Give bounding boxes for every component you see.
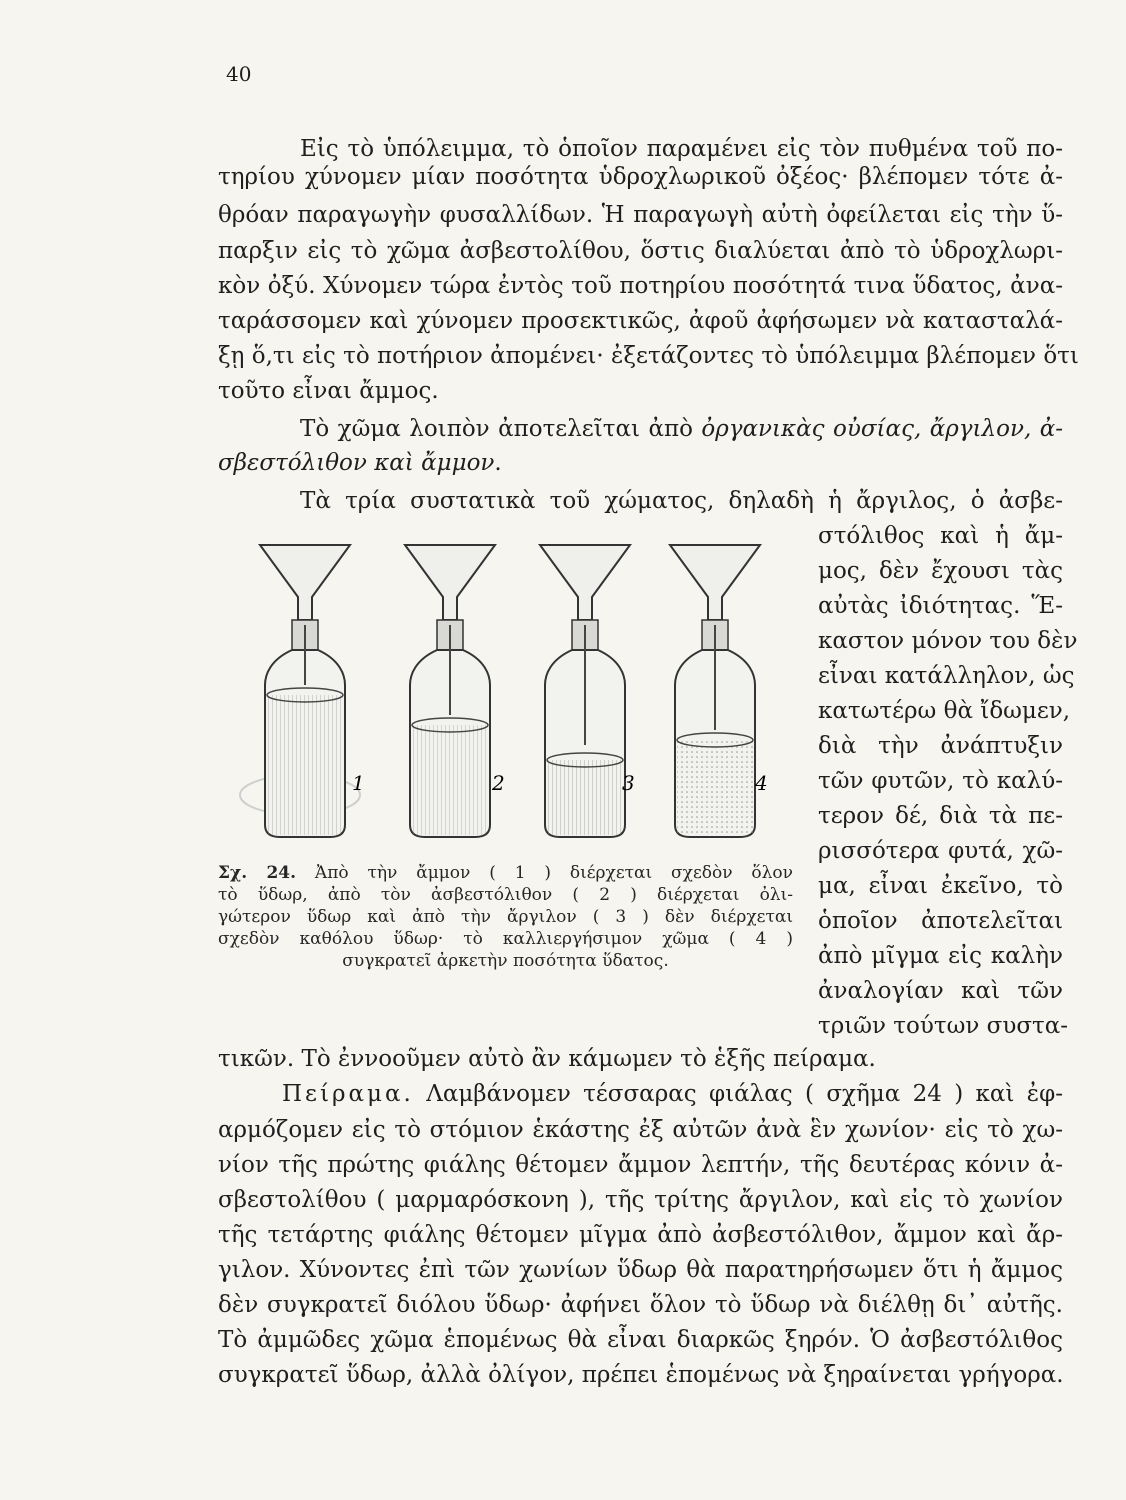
text-line: τῆς τετάρτης φιάλης θέτομεν μῖγμα ἀπὸ ἀσβεστόλιθον, ἄμμον καὶ ἄρ- <box>218 1222 1063 1248</box>
wrap-line: κατωτέρω θὰ ἴδωμεν, <box>818 698 1071 724</box>
figure-caption <box>218 862 793 972</box>
text-line: παρξιν εἰς τὸ χῶμα ἀσβεστολίθου, ὅστις διαλύεται ἀπὸ τὸ ὑδροχλωρι- <box>218 238 1063 264</box>
text-line: αρμόζομεν εἰς τὸ στόμιον ἑκάστης ἐξ αὐτῶν ἀνὰ ἓν χωνίον· εἰς τὸ χω- <box>218 1117 1063 1143</box>
caption-line: σχεδὸν καθόλου ὕδωρ· τὸ καλλιεργήσιμον χῶμα ( 4 ) <box>218 929 793 949</box>
text-line: τηρίου χύνομεν μίαν ποσότητα ὑδροχλωρικοῦ ὀξέος· βλέπομεν τότε ἀ- <box>218 164 1063 190</box>
caption-text: Ἀπὸ τὴν ἄμμον ( 1 ) διέρχεται σχεδὸν ὅλον <box>314 863 793 883</box>
wrap-line: εἶναι κατάλληλον, ὡς <box>818 663 1075 689</box>
text-line: γιλον. Χύνοντες ἐπὶ τῶν χωνίων ὕδωρ θὰ παρατηρήσωμεν ὅτι ἡ ἄμμος <box>218 1257 1063 1283</box>
text-line <box>282 1080 1063 1108</box>
wrap-line: ἀπὸ μῖγμα εἰς καλὴν <box>818 943 1063 969</box>
wrap-line: ἀναλογίαν καὶ τῶν <box>818 978 1063 1004</box>
text-line: Τὸ ἀμμῶδες χῶμα ἑπομένως θὰ εἶναι διαρκῶς ξηρόν. Ὁ ἀσβεστόλιθος <box>218 1327 1063 1353</box>
wrap-line: ὁποῖον ἀποτελεῖται <box>818 908 1063 934</box>
text-span: . <box>494 450 502 476</box>
caption-line: τὸ ὕδωρ, ἀπὸ τὸν ἀσβεστόλιθον ( 2 ) διέρχεται ὀλι- <box>218 885 793 905</box>
bottle-label-3: 3 <box>622 771 635 795</box>
wrap-line: διὰ τὴν ἀνάπτυξιν <box>818 733 1063 759</box>
text-line: Εἰς τὸ ὑπόλειμμα, τὸ ὁποῖον παραμένει εἰς τὸν πυθμένα τοῦ πο- <box>300 136 1063 162</box>
experiment-label: Πείραμα. <box>282 1081 414 1107</box>
wrap-line: τριῶν τούτων συστα- <box>818 1013 1069 1039</box>
text-line: συγκρατεῖ ὕδωρ, ἀλλὰ ὀλίγον, πρέπει ἑπομένως νὰ ξηραίνεται γρήγορα. <box>218 1362 1064 1388</box>
text-line: νίον τῆς πρώτης φιάλης θέτομεν ἄμμον λεπτήν, τῆς δευτέρας κόνιν ἀ- <box>218 1152 1063 1178</box>
page-number: 40 <box>226 62 252 86</box>
caption-line <box>218 862 793 884</box>
text-line <box>300 415 1063 443</box>
wrap-line: μος, δὲν ἔχουσι τὰς <box>818 558 1063 584</box>
text-span: Λαμβάνομεν τέσσαρας φιάλας ( σχῆμα 24 ) καὶ ἐφ- <box>426 1081 1064 1107</box>
italic-term: ὀργανικὰς οὐσίας, ἄργιλον, ἀ- <box>701 416 1064 442</box>
bottle-3 <box>540 545 630 837</box>
text-line: θρόαν παραγωγὴν φυσαλλίδων. Ἡ παραγωγὴ αὐτὴ ὀφείλεται εἰς τὴν ὕ- <box>218 202 1063 228</box>
caption-line: συγκρατεῖ ἀρκετὴν ποσότητα ὕδατος. <box>342 951 669 971</box>
text-span: Τὸ χῶμα λοιπὸν ἀποτελεῖται ἀπὸ <box>300 416 693 442</box>
caption-line: γώτερον ὕδωρ καὶ ἀπὸ τὴν ἄργιλον ( 3 ) δὲν διέρχεται <box>218 907 793 927</box>
text-line: ταράσσομεν καὶ χύνομεν προσεκτικῶς, ἀφοῦ ἀφήσωμεν νὰ κατασταλά- <box>218 308 1063 334</box>
wrap-line: στόλιθος καὶ ἡ ἄμ- <box>818 523 1063 549</box>
wrap-line: ρισσότερα φυτά, χῶ- <box>818 838 1063 864</box>
bottle-label-1: 1 <box>352 771 365 795</box>
bottle-2 <box>405 545 495 837</box>
text-line: ξῃ ὅ,τι εἰς τὸ ποτήριον ἀπομένει· ἐξετάζοντες τὸ ὑπόλειμμα βλέπομεν ὅτι <box>218 343 1079 369</box>
italic-term: σβεστόλιθον καὶ ἄμμον <box>218 450 495 476</box>
wrap-line: τῶν φυτῶν, τὸ καλύ- <box>818 768 1063 794</box>
text-line: δὲν συγκρατεῖ διόλου ὕδωρ· ἀφήνει ὅλον τὸ ὕδωρ νὰ διέλθῃ δι᾽ αὐτῆς. <box>218 1292 1063 1318</box>
text-line <box>218 449 1063 477</box>
text-line: σβεστολίθου ( μαρμαρόσκονη ), τῆς τρίτης ἄργιλον, καὶ εἰς τὸ χωνίον <box>218 1187 1063 1213</box>
bottle-1 <box>260 545 350 837</box>
text-line: κὸν ὀξύ. Χύνομεν τώρα ἐντὸς τοῦ ποτηρίου ποσότητά τινα ὕδατος, ἀνα- <box>218 273 1063 299</box>
bottle-label-2: 2 <box>492 771 505 795</box>
caption-label: Σχ. 24. <box>218 863 297 883</box>
bottle-label-4: 4 <box>755 771 768 795</box>
figure-bottles-illustration <box>230 535 790 855</box>
wrap-line: μα, εἶναι ἐκεῖνο, τὸ <box>818 873 1063 899</box>
bottle-4 <box>670 545 760 837</box>
wrap-line: αὐτὰς ἰδιότητας. Ἕ- <box>818 593 1063 619</box>
wrap-line: καστον μόνον του δὲν <box>818 628 1078 654</box>
text-line: Τὰ τρία συστατικὰ τοῦ χώματος, δηλαδὴ ἡ ἄργιλος, ὁ ἀσβε- <box>300 488 1063 514</box>
text-line: τοῦτο εἶναι ἄμμος. <box>218 378 439 404</box>
text-line: τικῶν. Τὸ ἐννοοῦμεν αὐτὸ ἂν κάμωμεν τὸ ἑξῆς πείραμα. <box>218 1046 876 1072</box>
wrap-line: τερον δέ, διὰ τὰ πε- <box>818 803 1063 829</box>
